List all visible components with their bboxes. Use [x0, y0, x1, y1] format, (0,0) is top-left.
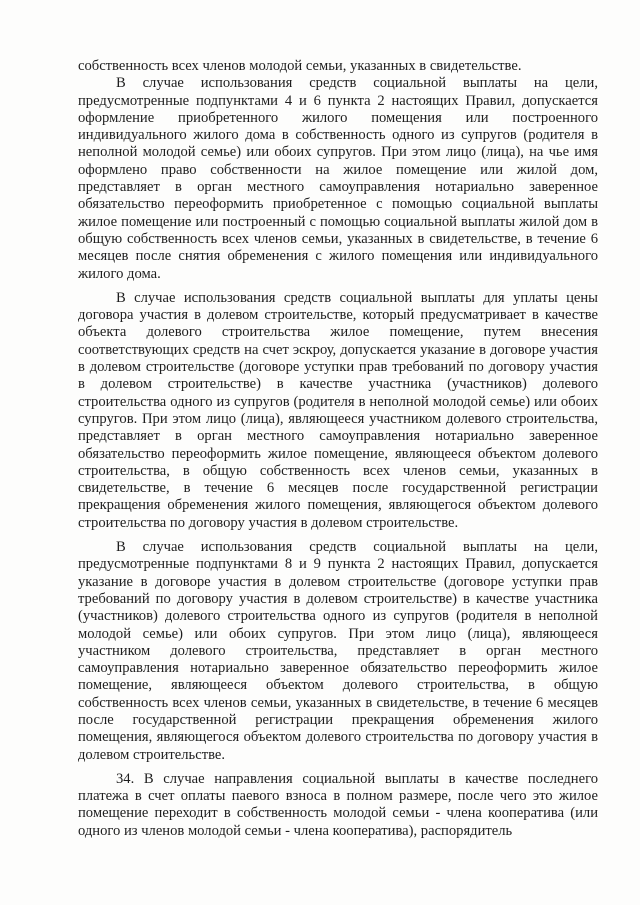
paragraph-item-34: 34. В случае направления социальной выплаты в качестве последнего платежа в счет оплаты паевого взноса в полном размере, после чего это жилое помещение переходит в собственность молодой семьи - члена кооператива (или одного из членов молодой семьи - члена кооператива), распорядитель [78, 770, 598, 839]
paragraph-subpoints-8-9: В случае использования средств социальной выплаты на цели, предусмотренные подпунктами 8 и 9 пункта 2 настоящих Правил, допускается указание в договоре участия в долевом строительстве (договоре уступки прав требований по договору участия в долевом строительстве) в качестве участника (участников) долевого строительства одного из супругов (родителя в неполной молодой семье) или обоих супругов. При этом лицо (лица), являющееся участником долевого строительства, представляет в орган местного самоуправления нотариально заверенное обязательство переоформить жилое помещение, являющееся объектом долевого строительства, в общую собственность всех членов семьи, указанных в свидетельстве, в течение 6 месяцев после государственной регистрации прекращения обременения жилого помещения, являющегося объектом долевого строительства по договору участия в долевом строительстве. [78, 539, 598, 763]
paragraph-continuation: собственность всех членов молодой семьи, указанных в свидетельстве. [78, 58, 522, 74]
paragraph-subpoints-4-6: В случае использования средств социальной выплаты на цели, предусмотренные подпунктами 4 и 6 пункта 2 настоящих Правил, допускается оформление приобретенного жилого помещения или построенного индивидуального жилого дома в собственность одного из супругов (родителя в неполной молодой семье) или обоих супругов. При этом лицо (лица), на чье имя оформлено право собственности на жилое помещение или жилой дом, представляет в орган местного самоуправления нотариально заверенное обязательство переоформить приобретенное с помощью социальной выплаты жилое помещение или построенный с помощью социальной выплаты жилой дом в общую собственность всех членов семьи, указанных в свидетельстве, в течение 6 месяцев после снятия обременения с жилого помещения или индивидуального жилого дома. [78, 75, 598, 282]
paragraph-escrow: В случае использования средств социальной выплаты для уплаты цены договора участия в долевом строительстве, который предусматривает в качестве объекта долевого строительства жилое помещение, путем внесения соответствующих средств на счет эскроу, допускается указание в договоре участия в долевом строительстве (договоре уступки прав требований по договору участия в долевом строительстве) в качестве участника (участников) долевого строительства одного из супругов (родителя в неполной молодой семье) или обоих супругов. При этом лицо (лица), являющееся участником долевого строительства, представляет в орган местного самоуправления нотариально заверенное обязательство переоформить жилое помещение, являющееся объектом долевого строительства, в общую собственность всех членов семьи, указанных в свидетельстве, в течение 6 месяцев после государственной регистрации прекращения обременения жилого помещения, являющегося объектом долевого строительства по договору участия в долевом строительстве. [78, 289, 598, 531]
document-body [78, 58, 598, 840]
